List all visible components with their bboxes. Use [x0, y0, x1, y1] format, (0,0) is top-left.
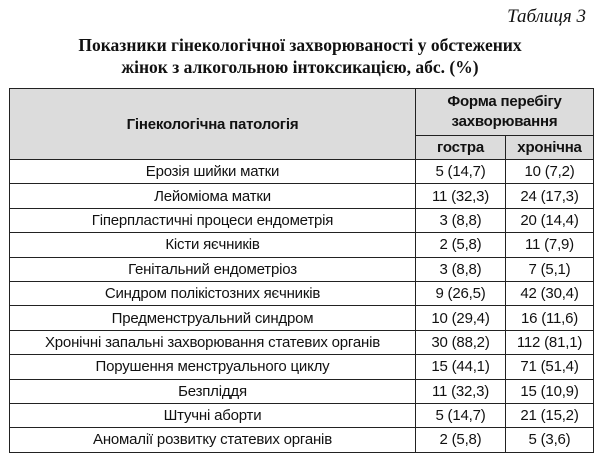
- row-acute-cell: 11 (32,3): [416, 184, 506, 208]
- row-acute-cell: 5 (14,7): [416, 403, 506, 427]
- row-pathology-cell: Порушення менструального циклу: [10, 355, 416, 379]
- table-row: [10, 355, 594, 379]
- row-acute-cell: 10 (29,4): [416, 306, 506, 330]
- header-acute: гостра: [416, 136, 506, 160]
- row-chronic-cell: 112 (81,1): [506, 330, 594, 354]
- header-pathology: Гінекологічна патологія: [10, 89, 416, 160]
- row-pathology-cell: Предменструальний синдром: [10, 306, 416, 330]
- table-row: [10, 306, 594, 330]
- table-row: [10, 208, 594, 232]
- row-chronic-cell: 7 (5,1): [506, 257, 594, 281]
- table-row: [10, 257, 594, 281]
- row-pathology-cell: Хронічні запальні захворювання статевих органів: [10, 330, 416, 354]
- row-acute-cell: 9 (26,5): [416, 281, 506, 305]
- table-row: [10, 160, 594, 184]
- header-form-line-2: захворювання: [451, 113, 558, 130]
- caption-line-2: жінок з алкогольною інтоксикацією, абс. (%): [121, 57, 479, 77]
- row-acute-cell: 5 (14,7): [416, 160, 506, 184]
- row-pathology-cell: Безпліддя: [10, 379, 416, 403]
- table-row: [10, 281, 594, 305]
- row-acute-cell: 3 (8,8): [416, 208, 506, 232]
- row-chronic-cell: 15 (10,9): [506, 379, 594, 403]
- table-row: [10, 403, 594, 427]
- pathology-table: [9, 88, 594, 453]
- table-caption: [0, 34, 600, 78]
- row-pathology-cell: Синдром полікістозних яєчників: [10, 281, 416, 305]
- row-acute-cell: 15 (44,1): [416, 355, 506, 379]
- table-row: [10, 330, 594, 354]
- row-chronic-cell: 16 (11,6): [506, 306, 594, 330]
- row-acute-cell: 3 (8,8): [416, 257, 506, 281]
- row-acute-cell: 11 (32,3): [416, 379, 506, 403]
- row-acute-cell: 30 (88,2): [416, 330, 506, 354]
- row-chronic-cell: 21 (15,2): [506, 403, 594, 427]
- header-chronic: хронічна: [506, 136, 594, 160]
- row-chronic-cell: 20 (14,4): [506, 208, 594, 232]
- table-row: [10, 428, 594, 452]
- row-pathology-cell: Генітальний ендометріоз: [10, 257, 416, 281]
- row-pathology-cell: Гіперпластичні процеси ендометрія: [10, 208, 416, 232]
- row-pathology-cell: Лейоміома матки: [10, 184, 416, 208]
- table-number: Таблиця 3: [507, 6, 586, 27]
- table-row: [10, 379, 594, 403]
- row-chronic-cell: 5 (3,6): [506, 428, 594, 452]
- table-row: [10, 233, 594, 257]
- row-chronic-cell: 42 (30,4): [506, 281, 594, 305]
- row-pathology-cell: Штучні аборти: [10, 403, 416, 427]
- row-chronic-cell: 10 (7,2): [506, 160, 594, 184]
- row-chronic-cell: 71 (51,4): [506, 355, 594, 379]
- table-header: [10, 89, 594, 160]
- table-body: [10, 160, 594, 453]
- header-form: [416, 89, 594, 136]
- row-acute-cell: 2 (5,8): [416, 428, 506, 452]
- row-chronic-cell: 11 (7,9): [506, 233, 594, 257]
- row-chronic-cell: 24 (17,3): [506, 184, 594, 208]
- caption-line-1: Показники гінекологічної захворюваності у обстежених: [78, 35, 522, 55]
- row-pathology-cell: Ерозія шийки матки: [10, 160, 416, 184]
- header-form-line-1: Форма перебігу: [447, 93, 562, 110]
- table-row: [10, 184, 594, 208]
- row-acute-cell: 2 (5,8): [416, 233, 506, 257]
- row-pathology-cell: Аномалії розвитку статевих органів: [10, 428, 416, 452]
- row-pathology-cell: Кісти яєчників: [10, 233, 416, 257]
